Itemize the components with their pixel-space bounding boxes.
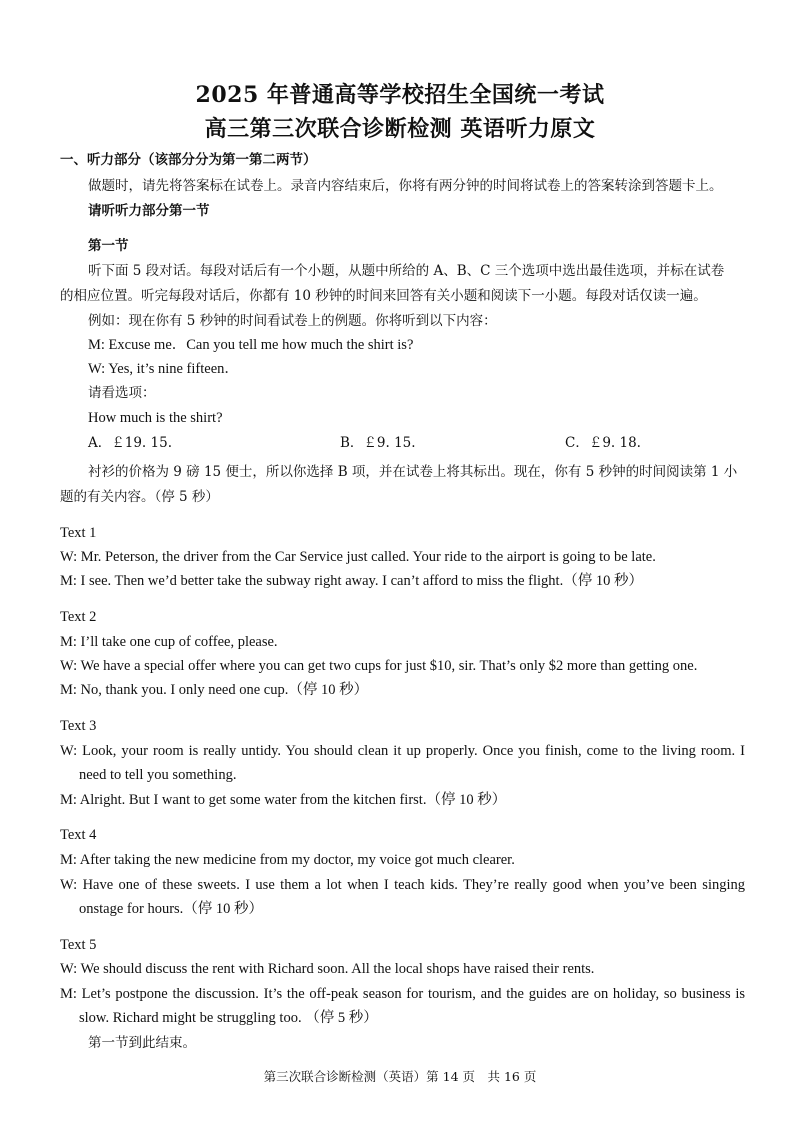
text-5-line-3: slow. Richard might be struggling too. （停 5 秒）	[79, 1010, 378, 1026]
part-heading: 一、听力部分（该部分分为第一第二两节）	[60, 152, 317, 168]
example-dialogue-w: W: Yes, it’s nine fifteen．	[88, 361, 239, 377]
page-footer: 第三次联合诊断检测（英语）第 14 页 共 16 页	[263, 1069, 537, 1084]
text-1-line-2: M: I see. Then we’d better take the subway right away. I can’t afford to miss the flight.（停 10 秒）	[60, 573, 643, 589]
option-c: C．￡9. 18.	[565, 435, 641, 451]
example-question: How much is the shirt?	[88, 410, 223, 426]
section-heading: 第一节	[88, 238, 129, 254]
text-4-line-1: M: After taking the new medicine from my doctor, my voice got much clearer.	[60, 852, 515, 868]
text-5-line-1: W: We should discuss the rent with Richard soon. All the local shops have raised their rents.	[60, 961, 595, 977]
text-5-label: Text 5	[60, 937, 97, 953]
text-1-line-1: W: Mr. Peterson, the driver from the Car Service just called. Your ride to the airport is going to be late.	[60, 549, 656, 565]
text-4-line-2: W: Have one of these sweets. I use them a lot when I teach kids. They’re really good when you’ve been singing	[60, 877, 745, 893]
section-intro-line-1: 听下面 5 段对话。每段对话后有一个小题，从题中所给的 A、B、C 三个选项中选出最佳选项，并标在试卷	[88, 263, 725, 279]
text-2-label: Text 2	[60, 609, 97, 625]
instructions: 做题时，请先将答案标在试卷上。录音内容结束后，你将有两分钟的时间将试卷上的答案转涂到答题卡上。	[88, 178, 723, 194]
example-intro: 例如：现在你有 5 秒钟的时间看试卷上的例题。你将听到以下内容：	[88, 313, 497, 329]
explanation-line-2: 题的有关内容。（停 5 秒）	[60, 489, 219, 505]
title-line-2: 高三第三次联合诊断检测 英语听力原文	[204, 116, 596, 142]
text-4-line-3: onstage for hours.（停 10 秒）	[79, 901, 264, 917]
text-4-label: Text 4	[60, 827, 97, 843]
text-2-line-2: W: We have a special offer where you can get two cups for just $10, sir. That’s only $2 more than getting one.	[60, 658, 698, 674]
text-3-line-3: M: Alright. But I want to get some water from the kitchen first.（停 10 秒）	[60, 792, 507, 808]
option-b: B．￡9. 15.	[340, 435, 416, 451]
see-options: 请看选项：	[88, 385, 156, 401]
text-3-line-2: need to tell you something.	[79, 767, 237, 783]
text-3-label: Text 3	[60, 718, 97, 734]
listen-part-one: 请听听力部分第一节	[88, 203, 210, 219]
text-5-line-2: M: Let’s postpone the discussion. It’s the off-peak season for tourism, and the guides are on holiday, so business is	[60, 986, 745, 1002]
text-1-label: Text 1	[60, 525, 97, 541]
text-3-line-1: W: Look, your room is really untidy. You should clean it up properly. Once you finish, come to the living room. I	[60, 743, 745, 759]
explanation-line-1: 衬衫的价格为 9 磅 15 便士，所以你选择 B 项，并在试卷上将其标出。现在，你有 5 秒钟的时间阅读第 1 小	[88, 464, 738, 480]
section-intro-line-2: 的相应位置。听完每段对话后，你都有 10 秒钟的时间来回答有关小题和阅读下一小题。每段对话仅读一遍。	[60, 288, 707, 304]
example-dialogue-m: M: Excuse me．Can you tell me how much the shirt is?	[88, 337, 414, 353]
option-a: A．￡19. 15.	[88, 435, 172, 451]
title-line-1: 2025 年普通高等学校招生全国统一考试	[195, 82, 605, 108]
text-2-line-3: M: No, thank you. I only need one cup.（停 10 秒）	[60, 682, 369, 698]
text-2-line-1: M: I’ll take one cup of coffee, please.	[60, 634, 278, 650]
section-end: 第一节到此结束。	[88, 1035, 196, 1051]
